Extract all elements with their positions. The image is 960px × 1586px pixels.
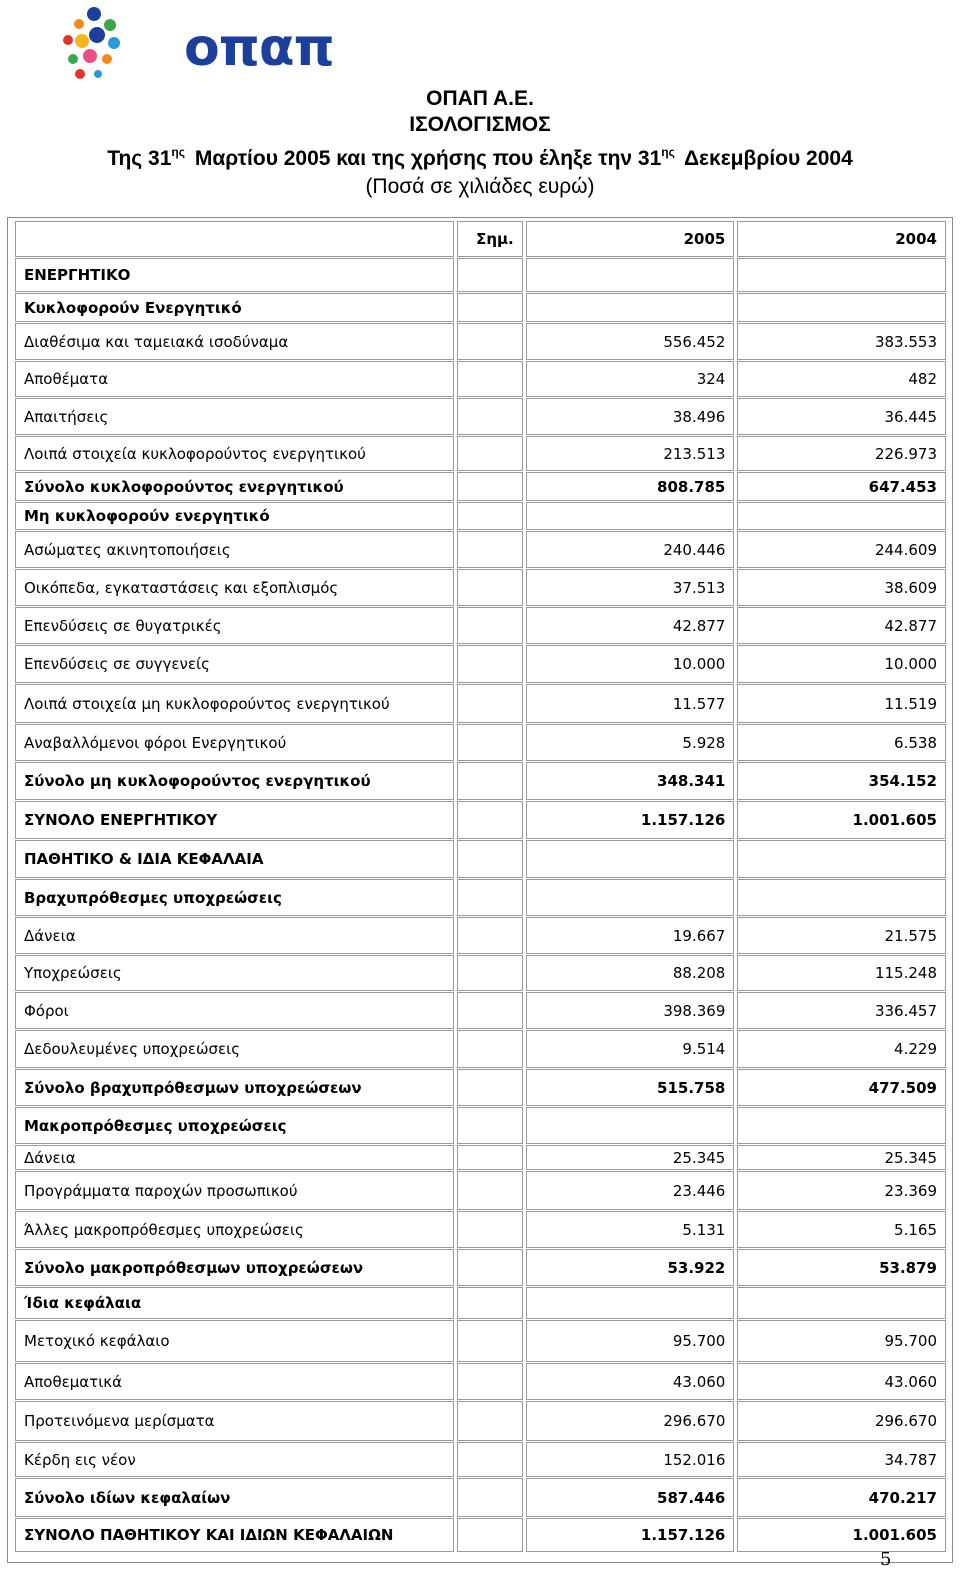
row-value-2004 — [737, 840, 946, 878]
row-value-2004: 1.001.605 — [737, 1518, 946, 1552]
row-note — [457, 361, 523, 397]
row-label: Απαιτήσεις — [15, 398, 454, 435]
row-note — [457, 1249, 523, 1286]
row-value-2005: 1.157.126 — [526, 1518, 735, 1552]
row-note — [457, 1069, 523, 1106]
row-value-2005: 515.758 — [526, 1069, 735, 1106]
document-title: ΙΣΟΛΟΓΙΣΜΟΣ — [409, 113, 551, 136]
table-row — [15, 801, 946, 839]
row-value-2005: 296.670 — [526, 1401, 735, 1441]
table-row — [15, 1518, 946, 1552]
row-note — [457, 258, 523, 292]
row-value-2004: 42.877 — [737, 607, 946, 644]
row-note — [457, 398, 523, 435]
row-label: Λοιπά στοιχεία μη κυκλοφορούντος ενεργητικού — [15, 684, 454, 723]
row-value-2004 — [737, 293, 946, 322]
period-part3: Δεκεμβρίου 2004 — [683, 147, 853, 170]
row-note — [457, 1030, 523, 1068]
row-value-2005: 348.341 — [526, 762, 735, 800]
row-label: Ίδια κεφάλαια — [15, 1287, 454, 1319]
table-row — [15, 1478, 946, 1517]
row-label: ΣΥΝΟΛΟ ΠΑΘΗΤΙΚΟΥ ΚΑΙ ΙΔΙΩΝ ΚΕΦΑΛΑΙΩΝ — [15, 1518, 454, 1552]
row-value-2005: 25.345 — [526, 1145, 735, 1170]
row-label: Κέρδη εις νέον — [15, 1442, 454, 1477]
row-value-2004: 23.369 — [737, 1171, 946, 1210]
row-label: ΣΥΝΟΛΟ ΕΝΕΡΓΗΤΙΚΟΥ — [15, 801, 454, 839]
row-label: Μακροπρόθεσμες υποχρεώσεις — [15, 1107, 454, 1144]
table-row — [15, 436, 946, 471]
table-row — [15, 1363, 946, 1400]
table-row — [15, 1211, 946, 1248]
row-value-2005: 324 — [526, 361, 735, 397]
row-value-2005 — [526, 502, 735, 530]
row-value-2004: 477.509 — [737, 1069, 946, 1106]
row-value-2005: 9.514 — [526, 1030, 735, 1068]
row-value-2004 — [737, 1107, 946, 1144]
row-value-2004: 38.609 — [737, 569, 946, 606]
period-part2: Μαρτίου 2005 και της χρήσης που έληξε την 31 — [194, 147, 662, 170]
row-label: Μη κυκλοφορούν ενεργητικό — [15, 502, 454, 530]
row-value-2004 — [737, 258, 946, 292]
row-note — [457, 1287, 523, 1319]
row-note — [457, 293, 523, 322]
row-value-2005 — [526, 879, 735, 916]
row-label: Αποθέματα — [15, 361, 454, 397]
logo-star-icon — [58, 4, 128, 84]
table-row — [15, 1171, 946, 1210]
table-row — [15, 531, 946, 568]
row-value-2004: 336.457 — [737, 992, 946, 1029]
period-sup1: ης — [171, 145, 185, 159]
row-label: Διαθέσιμα και ταμειακά ισοδύναμα — [15, 323, 454, 360]
row-value-2004: 4.229 — [737, 1030, 946, 1068]
row-note — [457, 1478, 523, 1517]
row-label: Κυκλοφορούν Ενεργητικό — [15, 293, 454, 322]
table-row — [15, 1287, 946, 1319]
row-value-2004: 383.553 — [737, 323, 946, 360]
row-note — [457, 1107, 523, 1144]
row-label: Υποχρεώσεις — [15, 955, 454, 991]
row-label: Επενδύσεις σε θυγατρικές — [15, 607, 454, 644]
row-label: Δάνεια — [15, 917, 454, 954]
company-logo — [58, 4, 334, 84]
row-note — [457, 502, 523, 530]
table-row — [15, 917, 946, 954]
table-row — [15, 472, 946, 501]
row-note — [457, 1320, 523, 1362]
table-row — [15, 762, 946, 800]
table-row — [15, 1030, 946, 1068]
table-row — [15, 879, 946, 916]
table-row — [15, 1145, 946, 1170]
table-row — [15, 645, 946, 683]
row-value-2005 — [526, 258, 735, 292]
row-label: Αποθεματικά — [15, 1363, 454, 1400]
row-label: Βραχυπρόθεσμες υποχρεώσεις — [15, 879, 454, 916]
period-line — [0, 138, 960, 173]
row-note — [457, 801, 523, 839]
row-note — [457, 1518, 523, 1552]
row-note — [457, 645, 523, 683]
row-note — [457, 1442, 523, 1477]
row-label: Αναβαλλόμενοι φόροι Ενεργητικού — [15, 724, 454, 761]
row-value-2005: 398.369 — [526, 992, 735, 1029]
row-label: Οικόπεδα, εγκαταστάσεις και εξοπλισμός — [15, 569, 454, 606]
table-row — [15, 955, 946, 991]
row-value-2005: 808.785 — [526, 472, 735, 501]
page-number: 5 — [880, 1549, 892, 1570]
row-value-2005 — [526, 1107, 735, 1144]
row-value-2004: 95.700 — [737, 1320, 946, 1362]
row-label: Λοιπά στοιχεία κυκλοφορούντος ενεργητικού — [15, 436, 454, 471]
row-note — [457, 992, 523, 1029]
table-row — [15, 502, 946, 530]
row-value-2005: 95.700 — [526, 1320, 735, 1362]
table-row — [15, 323, 946, 360]
row-label: ΠΑΘΗΤΙΚΟ & ΙΔΙΑ ΚΕΦΑΛΑΙΑ — [15, 840, 454, 878]
row-value-2004: 6.538 — [737, 724, 946, 761]
row-value-2004: 244.609 — [737, 531, 946, 568]
table-row — [15, 569, 946, 606]
row-value-2004: 482 — [737, 361, 946, 397]
row-note — [457, 472, 523, 501]
row-note — [457, 531, 523, 568]
row-note — [457, 724, 523, 761]
row-note — [457, 1171, 523, 1210]
row-value-2004: 21.575 — [737, 917, 946, 954]
row-label: Προτεινόμενα μερίσματα — [15, 1401, 454, 1441]
row-label: Σύνολο ιδίων κεφαλαίων — [15, 1478, 454, 1517]
row-label: Σύνολο κυκλοφορούντος ενεργητικού — [15, 472, 454, 501]
period-part1: Της 31 — [107, 147, 172, 170]
table-row — [15, 992, 946, 1029]
row-value-2005: 43.060 — [526, 1363, 735, 1400]
header-note: Σημ. — [457, 221, 523, 257]
row-value-2005 — [526, 840, 735, 878]
table-row — [15, 1069, 946, 1106]
row-note — [457, 323, 523, 360]
row-note — [457, 436, 523, 471]
row-label: Σύνολο βραχυπρόθεσμων υποχρεώσεων — [15, 1069, 454, 1106]
table-header-row — [15, 221, 946, 257]
header-2004: 2004 — [737, 221, 946, 257]
row-note — [457, 1211, 523, 1248]
row-value-2005: 88.208 — [526, 955, 735, 991]
table-row — [15, 840, 946, 878]
row-value-2004: 34.787 — [737, 1442, 946, 1477]
header-2005: 2005 — [526, 221, 735, 257]
table-row — [15, 361, 946, 397]
row-note — [457, 879, 523, 916]
row-note — [457, 762, 523, 800]
row-note — [457, 955, 523, 991]
row-note — [457, 1363, 523, 1400]
row-value-2004 — [737, 879, 946, 916]
row-value-2005 — [526, 1287, 735, 1319]
row-note — [457, 1145, 523, 1170]
amounts-note: (Ποσά σε χιλιάδες ευρώ) — [365, 175, 595, 198]
table-row — [15, 684, 946, 723]
table-row — [15, 1107, 946, 1144]
row-value-2005: 213.513 — [526, 436, 735, 471]
row-value-2004: 10.000 — [737, 645, 946, 683]
row-value-2005: 11.577 — [526, 684, 735, 723]
row-value-2005: 1.157.126 — [526, 801, 735, 839]
row-label: Φόροι — [15, 992, 454, 1029]
logo-wordmark: οπαπ — [184, 18, 334, 78]
table-row — [15, 607, 946, 644]
row-value-2004: 1.001.605 — [737, 801, 946, 839]
row-value-2005: 53.922 — [526, 1249, 735, 1286]
row-value-2004: 354.152 — [737, 762, 946, 800]
row-value-2005: 556.452 — [526, 323, 735, 360]
row-label: Δάνεια — [15, 1145, 454, 1170]
row-value-2004 — [737, 1287, 946, 1319]
row-value-2005: 5.928 — [526, 724, 735, 761]
row-value-2005: 240.446 — [526, 531, 735, 568]
row-value-2005 — [526, 293, 735, 322]
row-note — [457, 607, 523, 644]
row-value-2005: 19.667 — [526, 917, 735, 954]
row-note — [457, 840, 523, 878]
row-value-2004 — [737, 502, 946, 530]
period-sup2: ης — [661, 145, 675, 159]
row-value-2004: 43.060 — [737, 1363, 946, 1400]
row-label: Επενδύσεις σε συγγενείς — [15, 645, 454, 683]
row-value-2004: 226.973 — [737, 436, 946, 471]
table-row — [15, 398, 946, 435]
row-label: Σύνολο μακροπρόθεσμων υποχρεώσεων — [15, 1249, 454, 1286]
row-value-2005: 10.000 — [526, 645, 735, 683]
row-label: Προγράμματα παροχών προσωπικού — [15, 1171, 454, 1210]
row-value-2005: 23.446 — [526, 1171, 735, 1210]
row-value-2005: 587.446 — [526, 1478, 735, 1517]
row-value-2005: 38.496 — [526, 398, 735, 435]
row-label: Άλλες μακροπρόθεσμες υποχρεώσεις — [15, 1211, 454, 1248]
row-value-2004: 36.445 — [737, 398, 946, 435]
table-row — [15, 1320, 946, 1362]
row-note — [457, 917, 523, 954]
company-name: ΟΠΑΠ Α.Ε. — [426, 87, 534, 110]
row-value-2004: 53.879 — [737, 1249, 946, 1286]
row-note — [457, 684, 523, 723]
header-label-cell — [15, 221, 454, 257]
row-value-2005: 152.016 — [526, 1442, 735, 1477]
row-value-2004: 5.165 — [737, 1211, 946, 1248]
table-row — [15, 1442, 946, 1477]
balance-sheet-table — [12, 220, 949, 1553]
row-note — [457, 1401, 523, 1441]
document-header — [0, 86, 960, 201]
row-value-2004: 296.670 — [737, 1401, 946, 1441]
row-value-2004: 11.519 — [737, 684, 946, 723]
row-value-2004: 647.453 — [737, 472, 946, 501]
row-value-2004: 115.248 — [737, 955, 946, 991]
row-label: Ασώματες ακινητοποιήσεις — [15, 531, 454, 568]
row-value-2004: 470.217 — [737, 1478, 946, 1517]
table-row — [15, 293, 946, 322]
table-row — [15, 724, 946, 761]
table-row — [15, 258, 946, 292]
row-label: Μετοχικό κεφάλαιο — [15, 1320, 454, 1362]
row-label: Δεδουλευμένες υποχρεώσεις — [15, 1030, 454, 1068]
row-note — [457, 569, 523, 606]
row-label: Σύνολο μη κυκλοφορούντος ενεργητικού — [15, 762, 454, 800]
row-value-2005: 5.131 — [526, 1211, 735, 1248]
table-row — [15, 1401, 946, 1441]
row-label: ΕΝΕΡΓΗΤΙΚΟ — [15, 258, 454, 292]
table-row — [15, 1249, 946, 1286]
row-value-2005: 42.877 — [526, 607, 735, 644]
row-value-2004: 25.345 — [737, 1145, 946, 1170]
row-value-2005: 37.513 — [526, 569, 735, 606]
